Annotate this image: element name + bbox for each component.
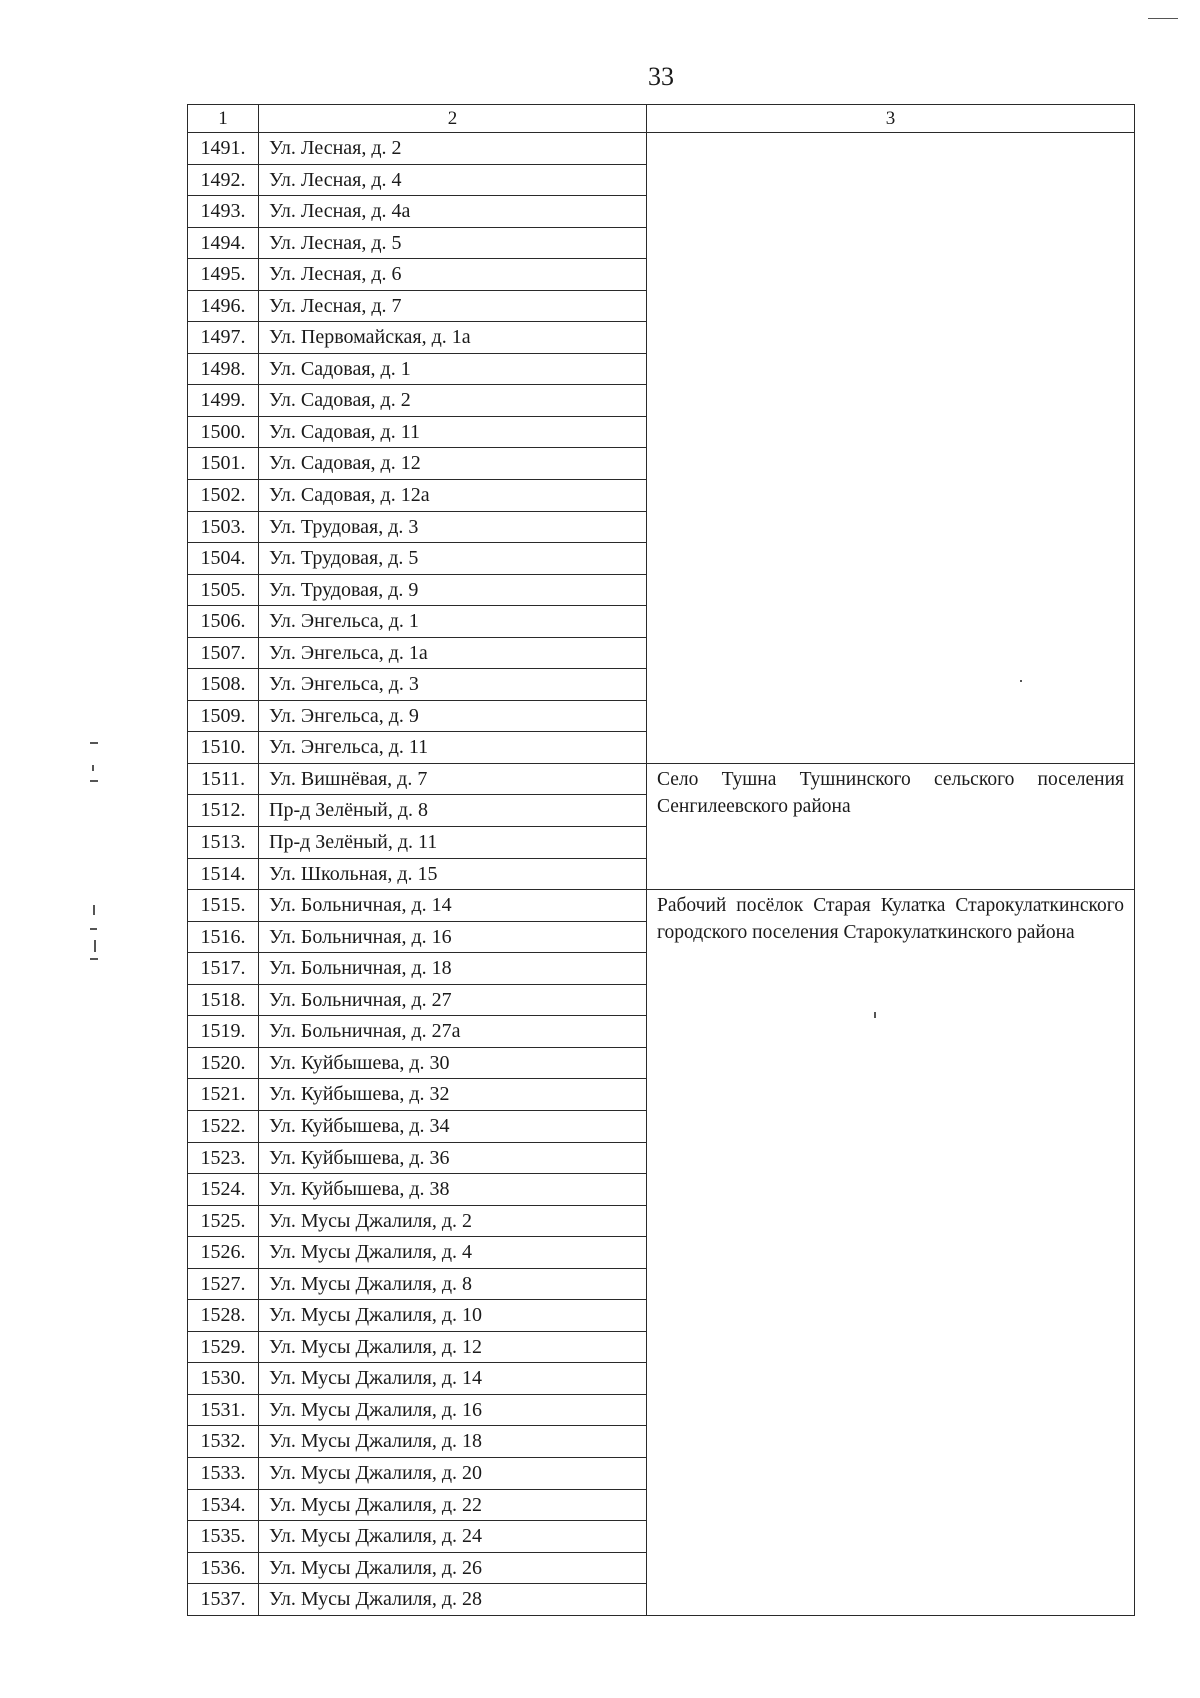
row-address: Ул. Мусы Джалиля, д. 24: [259, 1521, 647, 1553]
row-number: 1536.: [188, 1552, 259, 1584]
table-row: [188, 763, 1135, 795]
row-address: Ул. Лесная, д. 4: [259, 164, 647, 196]
row-number: 1501.: [188, 448, 259, 480]
row-number: 1521.: [188, 1079, 259, 1111]
row-number: 1526.: [188, 1237, 259, 1269]
row-number: 1496.: [188, 290, 259, 322]
row-address: Ул. Лесная, д. 6: [259, 259, 647, 291]
row-number: 1491.: [188, 133, 259, 165]
row-number: 1529.: [188, 1331, 259, 1363]
row-address: Ул. Мусы Джалиля, д. 20: [259, 1457, 647, 1489]
row-address: Ул. Мусы Джалиля, д. 2: [259, 1205, 647, 1237]
row-number: 1531.: [188, 1394, 259, 1426]
table-row: [188, 890, 1135, 922]
column-header-address: 2: [259, 105, 647, 133]
scan-mark: [90, 928, 97, 930]
settlement-cell: [647, 133, 1135, 764]
row-address: Ул. Трудовая, д. 5: [259, 543, 647, 575]
row-address: Ул. Трудовая, д. 9: [259, 574, 647, 606]
row-address: Ул. Садовая, д. 1: [259, 353, 647, 385]
row-address: Ул. Энгельса, д. 3: [259, 669, 647, 701]
row-number: 1535.: [188, 1521, 259, 1553]
scan-mark: [874, 1012, 876, 1018]
row-address: Ул. Куйбышева, д. 30: [259, 1047, 647, 1079]
row-address: Пр-д Зелёный, д. 8: [259, 795, 647, 827]
column-header-location: 3: [647, 105, 1135, 133]
row-address: Ул. Лесная, д. 7: [259, 290, 647, 322]
page-number: 33: [648, 62, 674, 91]
scan-mark: [90, 780, 98, 782]
row-number: 1494.: [188, 227, 259, 259]
row-number: 1495.: [188, 259, 259, 291]
row-address: Ул. Трудовая, д. 3: [259, 511, 647, 543]
row-address: Ул. Куйбышева, д. 38: [259, 1174, 647, 1206]
row-number: 1510.: [188, 732, 259, 764]
address-table: [187, 104, 1135, 1616]
row-address: Ул. Куйбышева, д. 34: [259, 1110, 647, 1142]
row-address: Ул. Энгельса, д. 1а: [259, 637, 647, 669]
row-address: Ул. Вишнёвая, д. 7: [259, 763, 647, 795]
scan-mark: [90, 742, 98, 744]
row-address: Ул. Первомайская, д. 1а: [259, 322, 647, 354]
row-address: Ул. Куйбышева, д. 32: [259, 1079, 647, 1111]
row-address: Ул. Лесная, д. 4а: [259, 196, 647, 228]
row-number: 1518.: [188, 984, 259, 1016]
scan-mark: [90, 958, 98, 960]
row-number: 1500.: [188, 416, 259, 448]
row-number: 1528.: [188, 1300, 259, 1332]
row-number: 1537.: [188, 1584, 259, 1616]
table-header-row: [188, 105, 1135, 133]
row-address: Ул. Энгельса, д. 11: [259, 732, 647, 764]
row-number: 1511.: [188, 763, 259, 795]
row-number: 1514.: [188, 858, 259, 890]
table-row: [188, 133, 1135, 165]
row-number: 1517.: [188, 953, 259, 985]
row-number: 1534.: [188, 1489, 259, 1521]
row-address: Ул. Энгельса, д. 1: [259, 606, 647, 638]
scan-mark: [1148, 18, 1178, 19]
row-number: 1515.: [188, 890, 259, 922]
row-address: Ул. Мусы Джалиля, д. 14: [259, 1363, 647, 1395]
scan-mark: [94, 940, 96, 952]
row-address: Ул. Мусы Джалиля, д. 26: [259, 1552, 647, 1584]
row-number: 1522.: [188, 1110, 259, 1142]
row-address: Пр-д Зелёный, д. 11: [259, 827, 647, 859]
row-number: 1533.: [188, 1457, 259, 1489]
settlement-cell: Село Тушна Тушнинского сельского поселения Сенгилеевского района: [647, 763, 1135, 889]
row-address: Ул. Лесная, д. 2: [259, 133, 647, 165]
row-address: Ул. Больничная, д. 14: [259, 890, 647, 922]
scan-mark: [93, 905, 95, 915]
row-address: Ул. Садовая, д. 11: [259, 416, 647, 448]
row-number: 1493.: [188, 196, 259, 228]
row-number: 1525.: [188, 1205, 259, 1237]
row-number: 1506.: [188, 606, 259, 638]
row-number: 1507.: [188, 637, 259, 669]
row-number: 1497.: [188, 322, 259, 354]
row-address: Ул. Садовая, д. 12: [259, 448, 647, 480]
row-address: Ул. Больничная, д. 16: [259, 921, 647, 953]
settlement-cell: Рабочий посёлок Старая Кулатка Старокулаткинского городского поселения Старокулаткинского района: [647, 890, 1135, 1616]
row-number: 1523.: [188, 1142, 259, 1174]
row-address: Ул. Мусы Джалиля, д. 28: [259, 1584, 647, 1616]
row-address: Ул. Садовая, д. 12а: [259, 480, 647, 512]
row-number: 1498.: [188, 353, 259, 385]
scan-mark: [92, 765, 94, 771]
row-address: Ул. Садовая, д. 2: [259, 385, 647, 417]
row-address: Ул. Больничная, д. 27а: [259, 1016, 647, 1048]
row-address: Ул. Больничная, д. 18: [259, 953, 647, 985]
row-address: Ул. Мусы Джалиля, д. 8: [259, 1268, 647, 1300]
row-number: 1520.: [188, 1047, 259, 1079]
row-number: 1492.: [188, 164, 259, 196]
row-address: Ул. Мусы Джалиля, д. 4: [259, 1237, 647, 1269]
row-address: Ул. Энгельса, д. 9: [259, 700, 647, 732]
row-address: Ул. Куйбышева, д. 36: [259, 1142, 647, 1174]
row-number: 1524.: [188, 1174, 259, 1206]
table-body: [188, 133, 1135, 1616]
row-number: 1504.: [188, 543, 259, 575]
row-address: Ул. Мусы Джалиля, д. 12: [259, 1331, 647, 1363]
row-address: Ул. Лесная, д. 5: [259, 227, 647, 259]
row-address: Ул. Больничная, д. 27: [259, 984, 647, 1016]
row-address: Ул. Школьная, д. 15: [259, 858, 647, 890]
row-number: 1532.: [188, 1426, 259, 1458]
row-number: 1509.: [188, 700, 259, 732]
row-number: 1519.: [188, 1016, 259, 1048]
row-number: 1512.: [188, 795, 259, 827]
row-number: 1513.: [188, 827, 259, 859]
row-number: 1527.: [188, 1268, 259, 1300]
scan-mark: [1020, 680, 1022, 682]
row-number: 1508.: [188, 669, 259, 701]
row-address: Ул. Мусы Джалиля, д. 22: [259, 1489, 647, 1521]
row-number: 1530.: [188, 1363, 259, 1395]
row-number: 1505.: [188, 574, 259, 606]
row-number: 1502.: [188, 480, 259, 512]
row-address: Ул. Мусы Джалиля, д. 16: [259, 1394, 647, 1426]
row-address: Ул. Мусы Джалиля, д. 18: [259, 1426, 647, 1458]
row-number: 1499.: [188, 385, 259, 417]
row-number: 1503.: [188, 511, 259, 543]
row-number: 1516.: [188, 921, 259, 953]
row-address: Ул. Мусы Джалиля, д. 10: [259, 1300, 647, 1332]
column-header-number: 1: [188, 105, 259, 133]
